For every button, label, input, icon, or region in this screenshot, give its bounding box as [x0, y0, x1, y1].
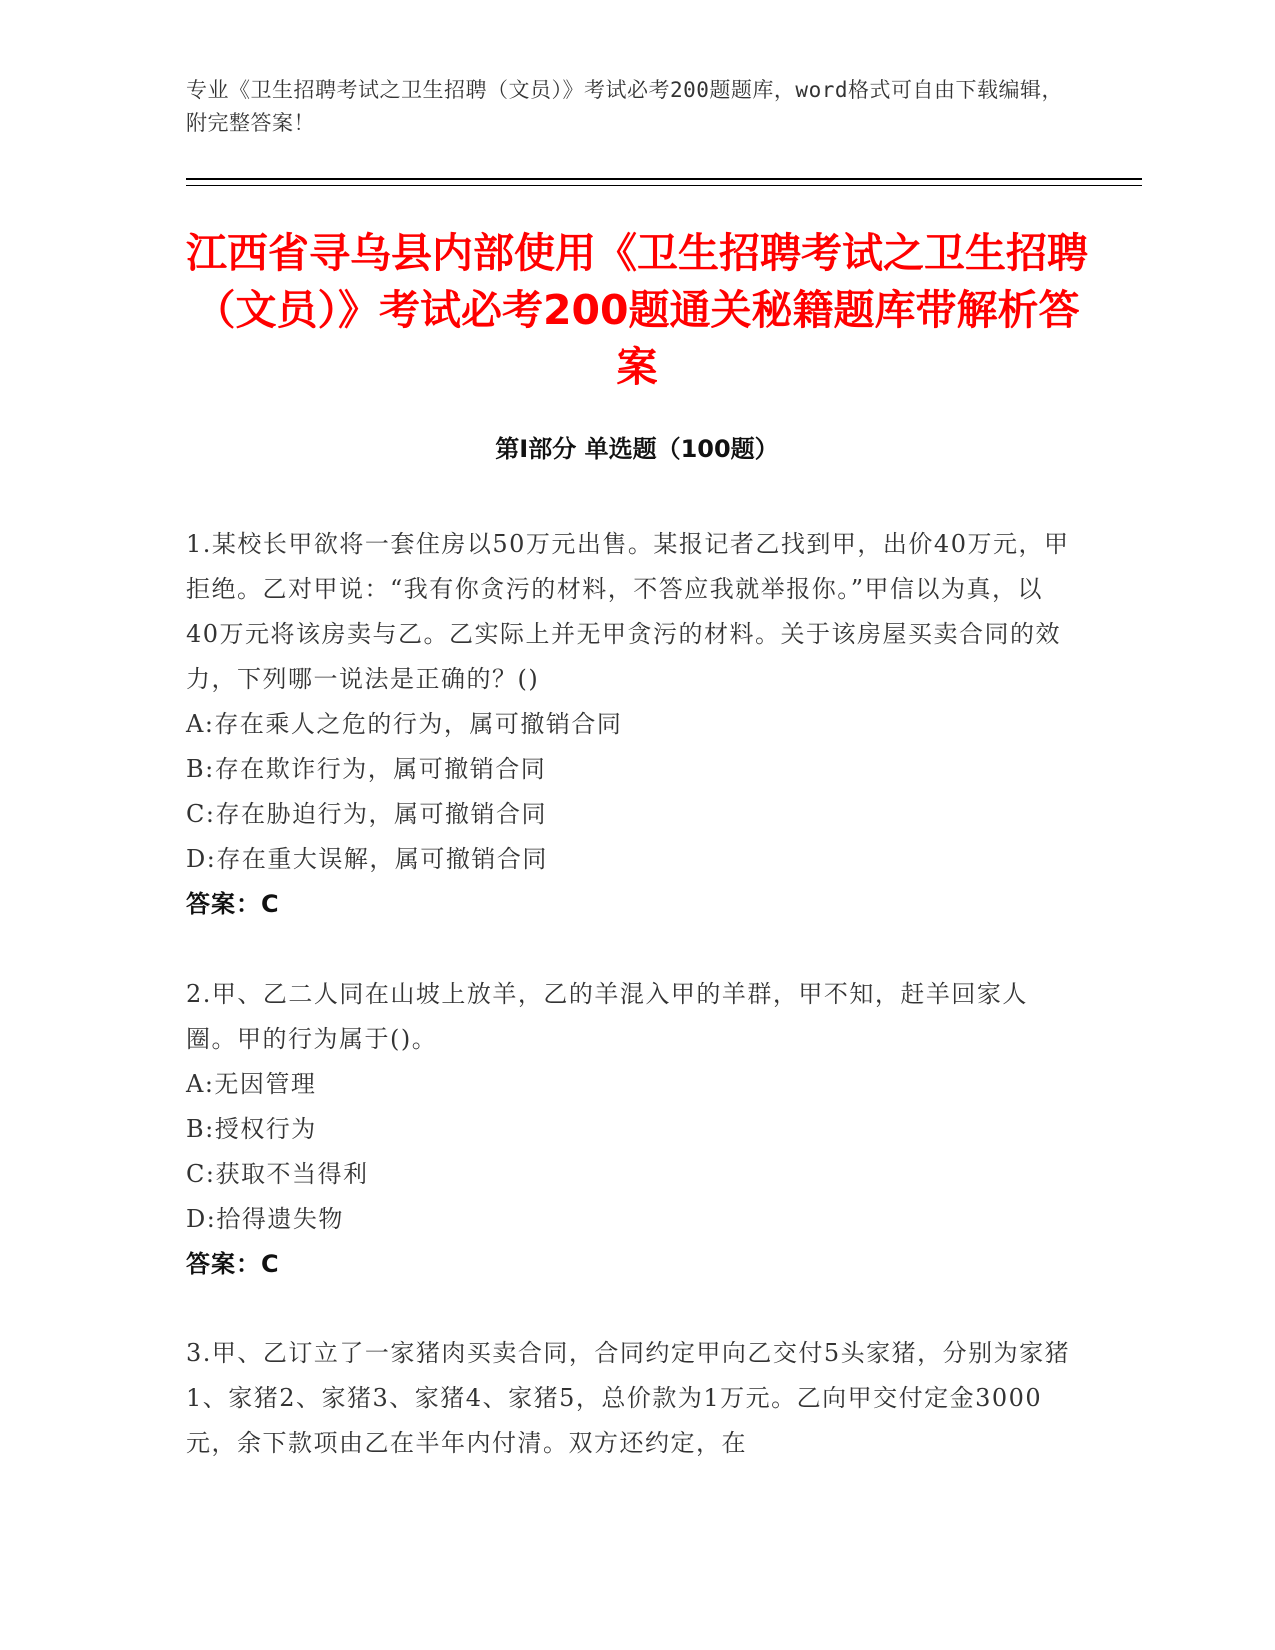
- header-note: 专业《卫生招聘考试之卫生招聘（文员）》考试必考200题题库，word格式可自由下载编辑，附完整答案！: [186, 78, 1063, 135]
- section-heading: 第Ⅰ部分 单选题（100题）: [495, 435, 779, 463]
- question-3: [186, 1331, 1076, 1466]
- question-2: [186, 972, 1076, 1287]
- option-a: A:无因管理: [186, 1070, 317, 1098]
- option-b: B:授权行为: [186, 1115, 317, 1143]
- option-b: B:存在欺诈行为，属可撤销合同: [186, 755, 547, 783]
- header-divider: [186, 178, 1142, 180]
- document-title: 江西省寻乌县内部使用《卫生招聘考试之卫生招聘（文员）》考试必考200题通关秘籍题库带解析答案: [186, 229, 1088, 391]
- option-c: C:获取不当得利: [186, 1160, 369, 1188]
- answer-line: 答案：C: [186, 1250, 280, 1278]
- option-d: D:拾得遗失物: [186, 1205, 344, 1233]
- question-stem: 3.甲、乙订立了一家猪肉买卖合同，合同约定甲向乙交付5头家猪，分别为家猪1、家猪2、家猪3、家猪4、家猪5，总价款为1万元。乙向甲交付定金3000元，余下款项由乙在半年内付清。双方还约定，在: [186, 1339, 1071, 1457]
- option-a: A:存在乘人之危的行为，属可撤销合同: [186, 710, 623, 738]
- header-divider-thin: [186, 185, 1142, 186]
- option-c: C:存在胁迫行为，属可撤销合同: [186, 800, 547, 828]
- option-d: D:存在重大误解，属可撤销合同: [186, 845, 548, 873]
- answer-line: 答案：C: [186, 890, 280, 918]
- question-stem: 1.某校长甲欲将一套住房以50万元出售。某报记者乙找到甲，出价40万元，甲拒绝。乙对甲说：“我有你贪污的材料，不答应我就举报你。”甲信以为真，以40万元将该房卖与乙。乙实际上并无甲贪污的材料。关于该房屋买卖合同的效力，下列哪一说法是正确的？(): [186, 530, 1070, 693]
- question-stem: 2.甲、乙二人同在山坡上放羊，乙的羊混入甲的羊群，甲不知，赶羊回家人圈。甲的行为属于()。: [186, 980, 1028, 1053]
- question-1: [186, 522, 1076, 927]
